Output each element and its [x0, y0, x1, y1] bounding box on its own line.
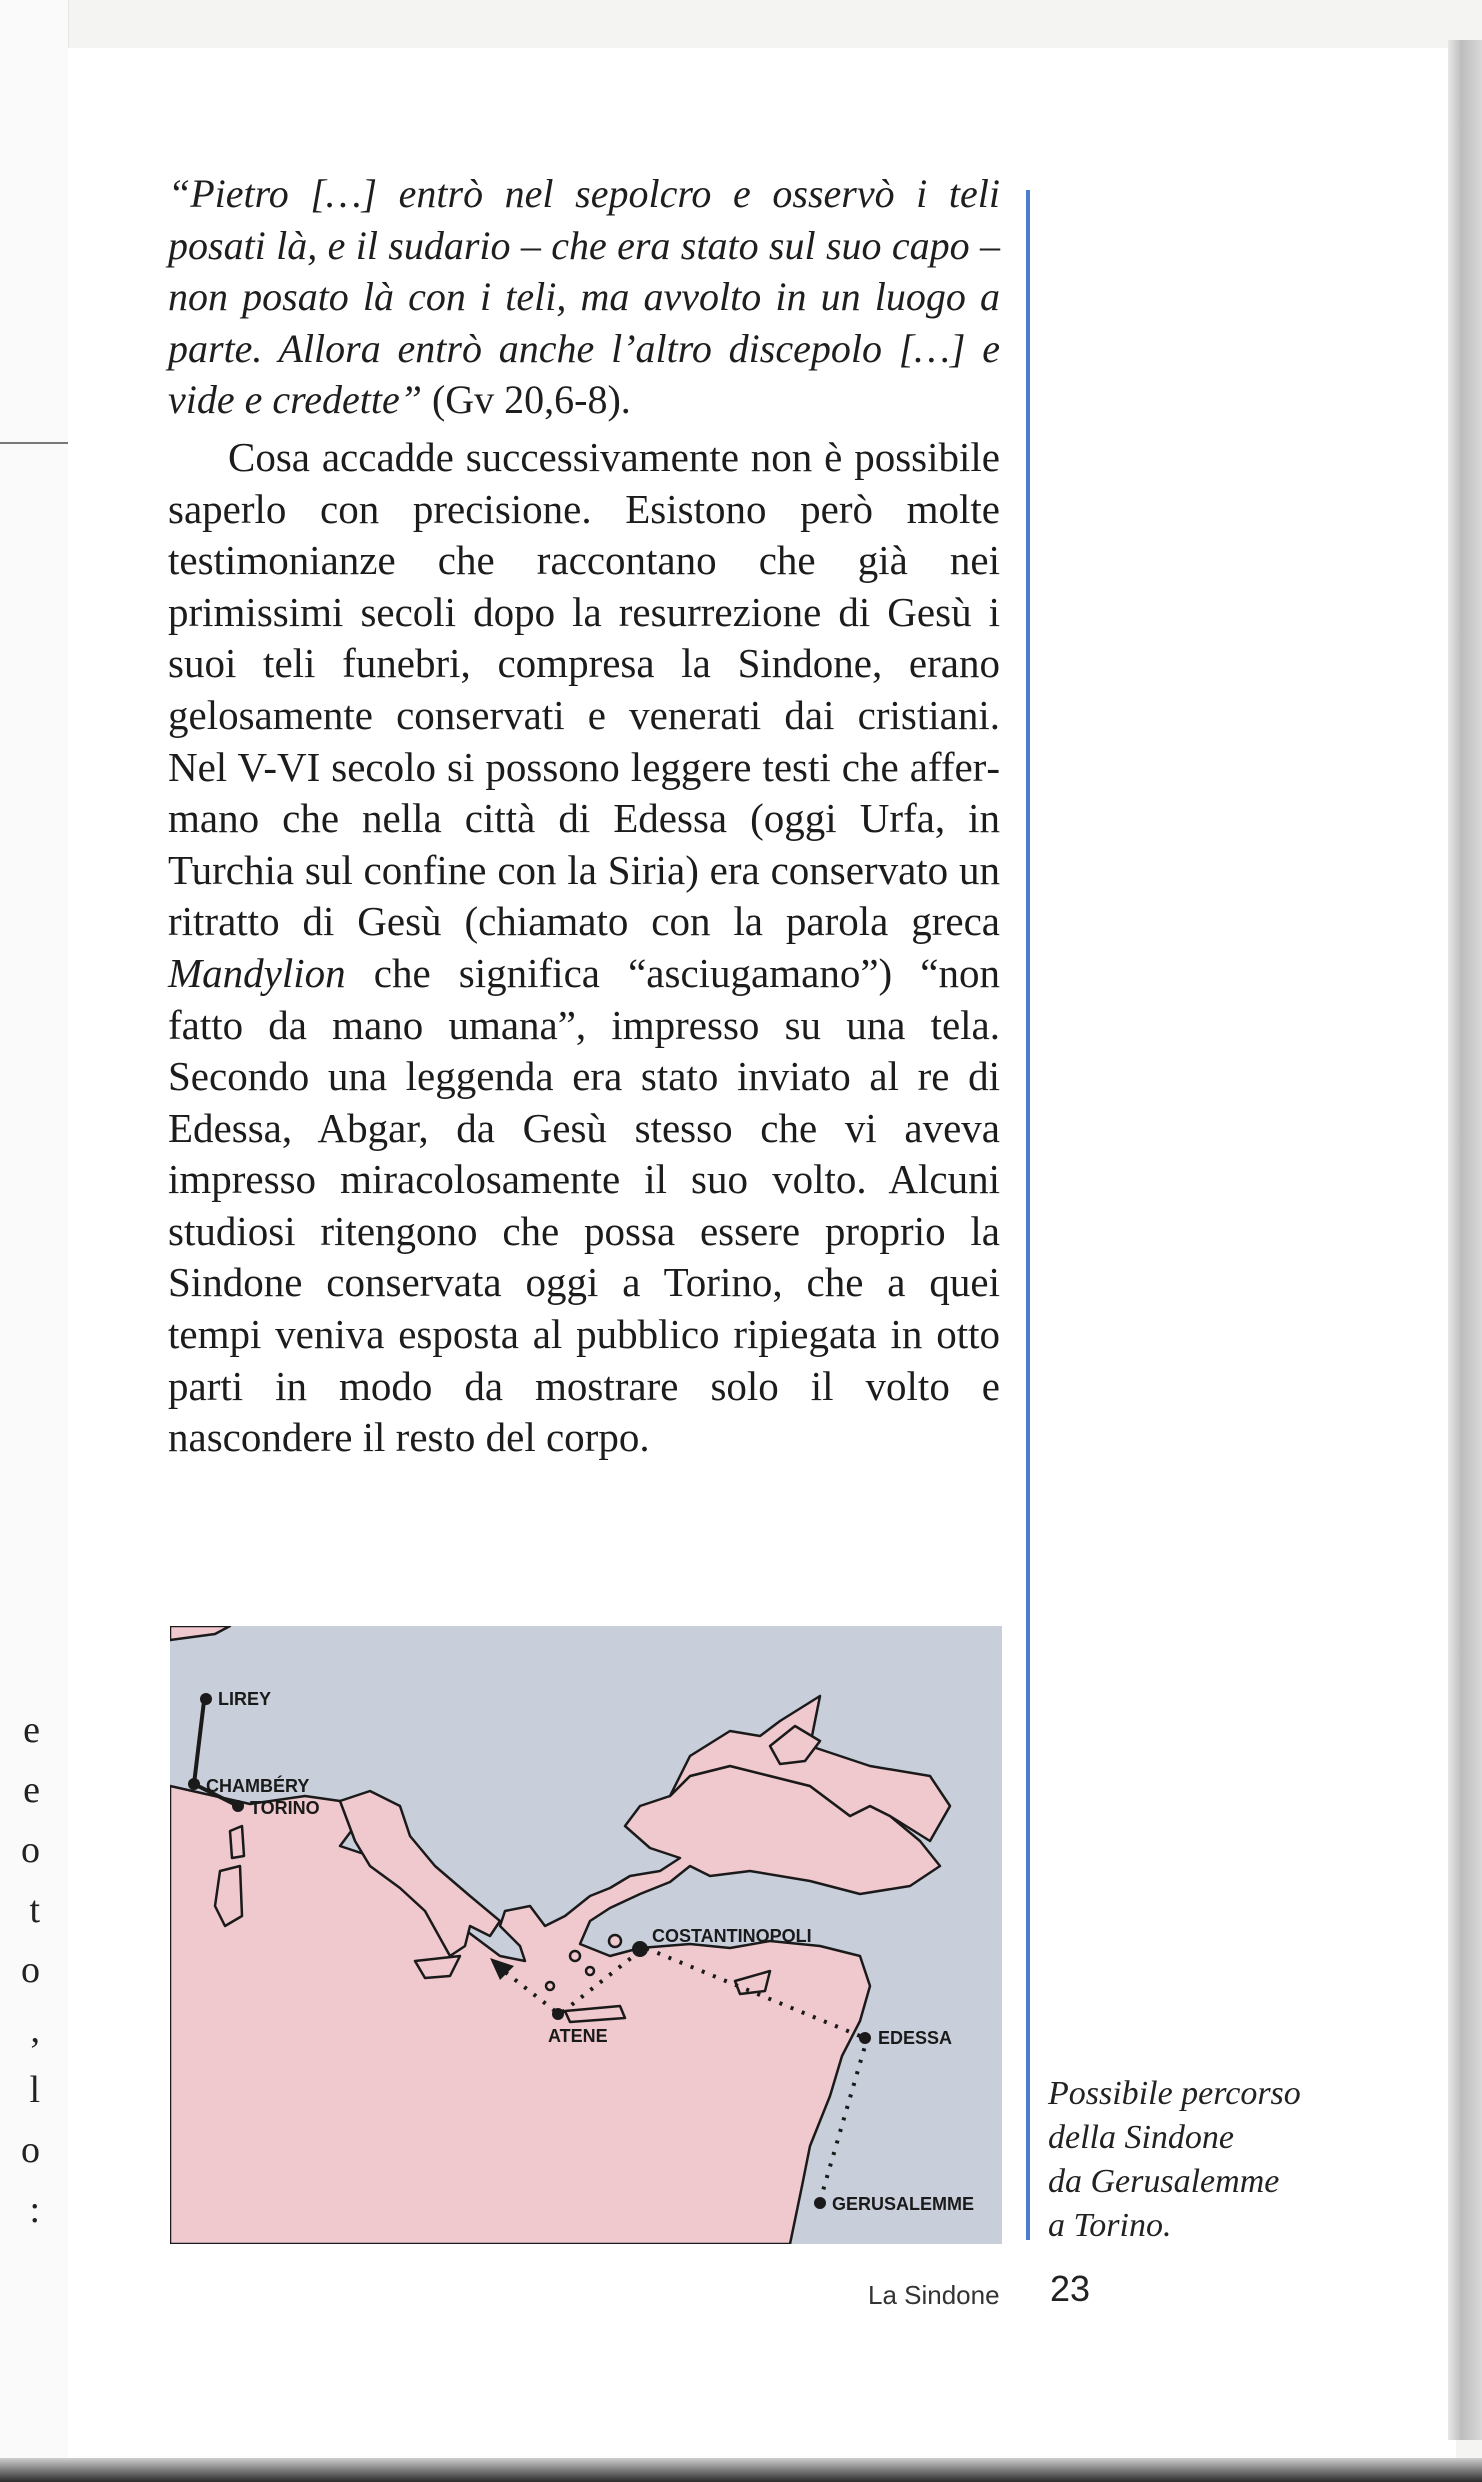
caption-line: Possibile percorso	[1048, 2075, 1301, 2112]
city-dot-gerusalemme	[814, 2197, 826, 2209]
map-caption	[1048, 2072, 1348, 2248]
route-map	[170, 1626, 1002, 2244]
blue-divider-rule	[1026, 190, 1030, 2240]
fragment: e	[23, 1709, 40, 1751]
caption-line: della Sindone	[1048, 2119, 1235, 2156]
island	[570, 1951, 580, 1961]
label-edessa: EDESSA	[878, 2028, 953, 2048]
main-text-column	[168, 168, 1000, 1464]
paragraph-text-2: che significa “asciugamano”) “non fatto da mano umana”, impresso su una tela. Secondo una leggenda era stato inviato al re di Edessa, Abgar, da Gesù stesso che vi aveva impresso miracolosamente il suo volto. Alcuni studiosi ritengono che possa essere proprio la Sindone conservata oggi a Torino, che a quei tempi veniva esposta al pubblico ripiegata in otto parti in modo da mostrare solo il volto e nascondere il resto del corpo.	[168, 949, 1000, 1461]
label-costantinopoli: COSTANTINOPOLI	[652, 1926, 812, 1946]
city-dot-torino	[232, 1800, 244, 1812]
running-footer-title: La Sindone	[868, 2280, 1000, 2310]
fragment: o	[21, 1829, 40, 1871]
label-torino: TORINO	[250, 1798, 320, 1818]
fragment: :	[29, 2189, 40, 2231]
page-number: 23	[1050, 2268, 1091, 2309]
gospel-quote	[168, 168, 1000, 426]
island	[546, 1982, 554, 1990]
mandylion-term: Mandylion	[168, 949, 346, 996]
caption-line: a Torino.	[1048, 2207, 1172, 2244]
bottom-scan-shadow	[0, 2458, 1482, 2482]
label-atene: ATENE	[548, 2026, 608, 2046]
caption-line: da Gerusalemme	[1048, 2163, 1280, 2200]
city-dot-atene	[552, 2008, 564, 2020]
facing-page-rule	[0, 442, 70, 444]
map-svg	[170, 1626, 1002, 2244]
city-dot-costantinopoli	[632, 1941, 648, 1957]
label-lirey: LIREY	[218, 1689, 272, 1709]
label-chambery: CHAMBÉRY	[206, 1776, 310, 1796]
label-gerusalemme: GERUSALEMME	[832, 2194, 975, 2214]
fragment: l	[29, 2069, 40, 2111]
fragment: ,	[30, 2009, 40, 2051]
fragment: o	[21, 1949, 40, 1991]
quote-reference: (Gv 20,6-8).	[421, 377, 631, 423]
island	[586, 1967, 594, 1975]
city-dot-edessa	[859, 2032, 871, 2044]
city-dot-chambery	[188, 1778, 200, 1790]
body-paragraph	[168, 432, 1000, 1464]
corsica	[230, 1826, 244, 1858]
fragment: e	[23, 1769, 40, 1811]
fragment: o	[21, 2129, 40, 2171]
fragment: t	[29, 1889, 40, 1931]
facing-page-text-fragments	[0, 1700, 40, 2240]
island	[609, 1935, 621, 1947]
page-edge-shadow	[1448, 40, 1482, 2440]
city-dot-lirey	[200, 1693, 212, 1705]
quote-text: “Pietro […] entrò nel sepolcro e osservò i teli posati là, e il sudario – che era stato sul suo capo – non posato là con i teli, ma avvolto in un luogo a parte. Allora entrò anche l’altro discepolo […] e vide e credette”	[168, 171, 1000, 423]
paragraph-text-1: Cosa accadde successivamente non è possibile saperlo con precisione. Esistono però molte testimonianze che raccontano che già nei primissimi secoli dopo la resurrezione di Gesù i suoi teli funebri, compresa la Sindone, erano gelosamente conservati e venerati dai cristiani. Nel V-VI secolo si possono leggere testi che affermano che nella città di Edessa (oggi Urfa, in Turchia sul confine con la Siria) era conservato un ritratto di Gesù (chiamato con la parola greca	[168, 433, 1000, 945]
